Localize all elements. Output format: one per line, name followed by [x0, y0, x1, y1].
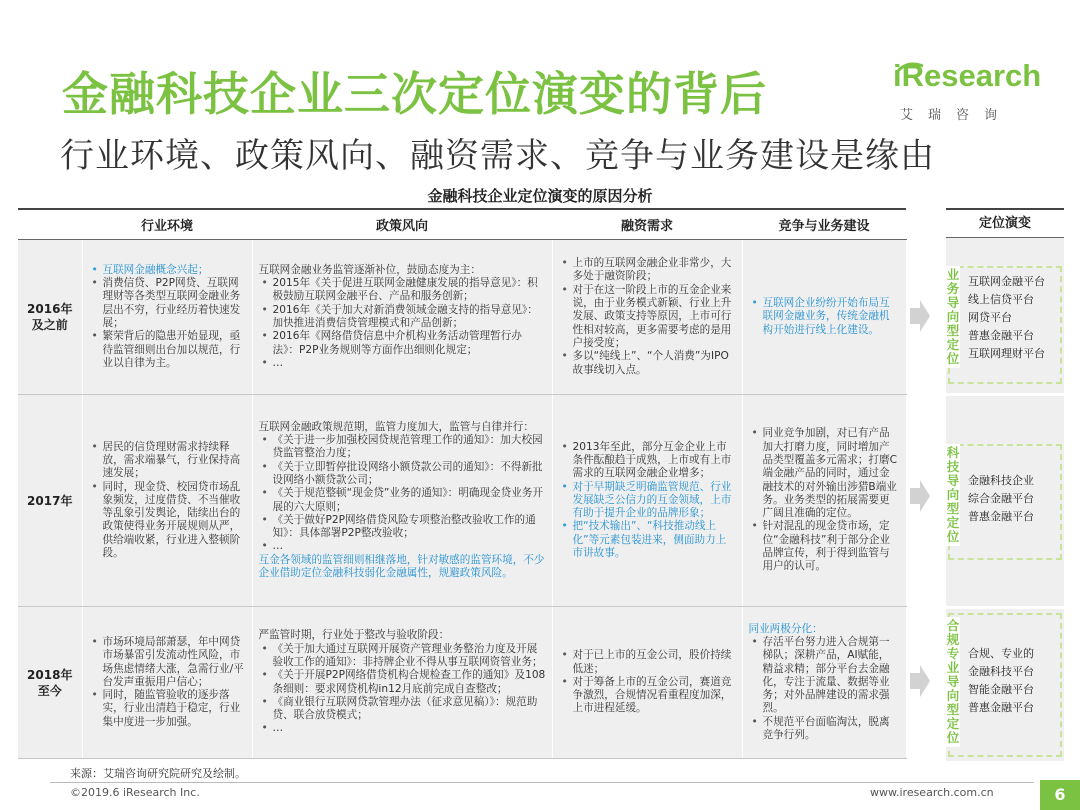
page-title: 金融科技企业三次定位演变的背后: [62, 67, 767, 121]
list-item: • 针对混乱的现金贷市场，定位“金融科技”利于部分企业品牌宣传，利于得到监管与用户的认可。: [763, 520, 900, 573]
list-item: • 不规范平台面临淘汰，脱离竞争行列。: [763, 716, 900, 743]
list-item: 网贷平台: [968, 311, 1012, 324]
list-item: • 对于早期缺乏明确监管规范、行业发展缺乏公信力的互金领域，上市有助于提升企业的品牌形象；: [573, 481, 736, 521]
policy-cell: [252, 240, 552, 395]
stage-tag: 合规专业导向型定位: [946, 618, 960, 745]
list-item: 普惠金融平台: [968, 701, 1034, 714]
competition-cell: [742, 607, 906, 759]
year-label: 2016年 及之前: [27, 302, 73, 332]
list-item: 综合金融平台: [968, 492, 1034, 505]
list-item: • 《关于进一步加强校园贷规范管理工作的通知》：加大校园贷监管整治力度；: [273, 434, 546, 461]
list-item: • …: [273, 722, 546, 735]
policy-cell: [252, 607, 552, 759]
stage-list: [968, 273, 1045, 363]
list-item: • 《关于立即暂停批设网络小额贷款公司的通知》：不得新批设网络小额贷款公司；: [273, 461, 546, 488]
year-cell: [18, 395, 82, 607]
list-item: 智能金融平台: [968, 683, 1034, 696]
logo-chinese-name: 艾瑞咨询: [900, 108, 1013, 123]
year-cell: [18, 607, 82, 759]
table-row: [18, 240, 906, 395]
list-item: • 对于已上市的互金公司，股价持续低迷；: [573, 649, 736, 676]
list-item: • 2015年《关于促进互联网金融健康发展的指导意见》：积极鼓励互联网金融平台、产品和服务创新；: [273, 277, 546, 304]
competition-cell: [742, 395, 906, 607]
list-item: 互联网金融平台: [968, 275, 1045, 288]
list-item: • 同时，随监管验收的逐步落实，行业出清趋于稳定，行业集中度进一步加强。: [103, 689, 246, 729]
positioning-stage-3: [946, 609, 1064, 761]
header-positioning-evolution: 定位演变: [946, 208, 1064, 238]
table-header-row: [18, 209, 906, 240]
env-cell: [82, 607, 252, 759]
list-item: • 同时，现金贷、校园贷市场乱象频发，过度借贷、不当催收等乱象引发舆论，陆续出台的政策使得业务开展规则从严，供给端收紧，行业进入整顿阶段。: [103, 481, 246, 561]
list-item: • 《关于规范整顿“现金贷”业务的通知》：明确现金贷业务开展的六大原则；: [273, 487, 546, 514]
year-label: 2018年 至今: [27, 667, 73, 698]
list-item: • 《关于加大通过互联网开展资产管理业务整治力度及开展验收工作的通知》：非持牌企业不得从事互联网资管业务；: [273, 643, 546, 670]
list-item: • 同业竞争加剧，对已有产品加大打磨力度，同时增加产品类型覆盖多元需求；打磨C端金融产品的同时，通过金融技术的对外输出涉猎B端业务。业务类型的拓展需要更广阔且准确的定位。: [763, 427, 900, 520]
list-item: • 上市的互联网金融企业非常少，大多处于融资阶段；: [573, 257, 736, 284]
list-item: • 《关于做好P2P网络借贷风险专项整治整改验收工作的通知》：具体部署P2P整改验收；: [273, 514, 546, 541]
competition-cell: [742, 240, 906, 395]
footer-divider: [50, 782, 1034, 783]
positioning-stage-1: [946, 238, 1064, 393]
list-item: • 互联网企业纷纷开始布局互联网金融业务，传统金融机构开始进行线上化建设。: [763, 297, 900, 337]
financing-cell: [552, 607, 742, 759]
list-item: 金融科技平台: [968, 665, 1034, 678]
arrow-right-icon: [908, 478, 932, 514]
policy-intro: 互联网金融业务监管逐渐补位，鼓励态度为主：: [258, 263, 481, 276]
header-industry-environment: 行业环境: [82, 209, 252, 240]
list-item: • 多以“纯线上”、“个人消费”为IPO故事线切入点。: [573, 350, 736, 377]
list-item: • 对于筹备上市的互金公司，赛道竞争激烈，合规情况看重程度加深，上市进程延缓。: [573, 676, 736, 716]
iresearch-logo: [893, 58, 1042, 124]
financing-cell: [552, 395, 742, 607]
header-policy-direction: 政策风向: [252, 209, 552, 240]
list-item: 互联网理财平台: [968, 347, 1045, 360]
list-item: • 对于在这一阶段上市的互金企业来说，由于业务模式新颖、行业上升发展、政策支持等原因，上市可行性相对较高，更多需要考虑的是用户接受度；: [573, 284, 736, 350]
stage-list: [968, 472, 1034, 526]
list-item: • …: [273, 540, 546, 553]
list-item: • 互联网金融概念兴起；: [103, 264, 246, 277]
list-item: • 2016年《网络借贷信息中介机构业务活动管理暂行办法》：P2P业务规则等方面作出细则化规定；: [273, 330, 546, 357]
header-financing-demand: 融资需求: [552, 209, 742, 240]
year-label: 2017年: [27, 493, 73, 508]
list-item: • 2016年《关于加大对新消费领域金融支持的指导意见》：加快推进消费信贷管理模式和产品创新；: [273, 304, 546, 331]
list-item: 线上信贷平台: [968, 293, 1034, 306]
website-link[interactable]: www.iresearch.com.cn: [870, 786, 994, 799]
list-item: 合规、专业的: [968, 647, 1034, 660]
policy-note: 互金各领域的监管细则相继落地，针对敏感的监管环境，不少企业借助定位金融科技弱化金融属性，规避政策风险。: [258, 553, 545, 579]
arrow-right-icon: [908, 663, 932, 699]
positioning-stage-2: [946, 396, 1064, 606]
list-item: • 市场环境局部萧瑟，年中网贷市场暴雷引发流动性风险，市场焦虑情绪大涨，急需行业/平台发声重振用户信心；: [103, 636, 246, 689]
policy-intro: 互联网金融政策规范期，监管力度加大，监管与自律并行：: [258, 420, 534, 433]
arrow-right-icon: [908, 298, 932, 334]
positioning-evolution-column: [946, 208, 1064, 758]
list-item: • …: [273, 357, 546, 370]
source-note: 来源：艾瑞咨询研究院研究及绘制。: [70, 767, 246, 780]
env-cell: [82, 240, 252, 395]
table-row: [18, 607, 906, 759]
policy-cell: [252, 395, 552, 607]
list-item: 普惠金融平台: [968, 329, 1034, 342]
list-item: • 《关于开展P2P网络借贷机构合规检查工作的通知》及108条细则：要求网贷机构in12月底前完成自查整改；: [273, 669, 546, 696]
page-number: 6: [1040, 780, 1080, 810]
list-item: • 消费信贷、P2P网贷、互联网理财等各类型互联网金融业务层出不穷，行业经历着快速发展；: [103, 277, 246, 330]
list-item: • 《商业银行互联网贷款管理办法（征求意见稿）》：规范助贷、联合放贷模式；: [273, 696, 546, 723]
year-cell: [18, 240, 82, 395]
table-row: [18, 395, 906, 607]
list-item: • 存活平台努力进入合规第一梯队；深耕产品，AI赋能，精益求精；部分平台去金融化，专注于流量、数据等业务；对外品牌建设的需求强烈。: [763, 636, 900, 716]
copyright: ©2019.6 iResearch Inc.: [70, 786, 200, 799]
list-item: • 繁荣背后的隐患开始显现，亟待监管细则出台加以规范，行业以自律为主。: [103, 330, 246, 370]
analysis-table: [18, 208, 907, 759]
list-item: 普惠金融平台: [968, 510, 1034, 523]
env-cell: [82, 395, 252, 607]
list-item: • 把“技术输出”、“科技推动线上化”等元素包装进来，侧面助力上市讲故事。: [573, 520, 736, 560]
competition-intro: 同业两极分化：: [748, 622, 823, 635]
stage-tag: 科技导向型定位: [946, 445, 960, 544]
list-item: • 2013年至此，部分互金企业上市条件酝酿趋于成熟，上市或有上市需求的互联网金融企业增多；: [573, 441, 736, 481]
list-item: 金融科技企业: [968, 474, 1034, 487]
logo-wordmark: iResearch: [893, 58, 1042, 93]
stage-list: [968, 645, 1034, 717]
policy-intro: 严监管时期，行业处于整改与验收阶段：: [258, 629, 450, 642]
page-subtitle: 行业环境、政策风向、融资需求、竞争与业务建设是缘由: [60, 136, 935, 176]
financing-cell: [552, 240, 742, 395]
table-title: 金融科技企业定位演变的原因分析: [427, 187, 653, 205]
header-competition: 竞争与业务建设: [742, 209, 906, 240]
list-item: • 居民的信贷理财需求持续释放，需求端暴气，行业保持高速发展；: [103, 441, 246, 481]
header-year: [18, 209, 82, 240]
stage-tag: 业务导向型定位: [946, 267, 960, 366]
